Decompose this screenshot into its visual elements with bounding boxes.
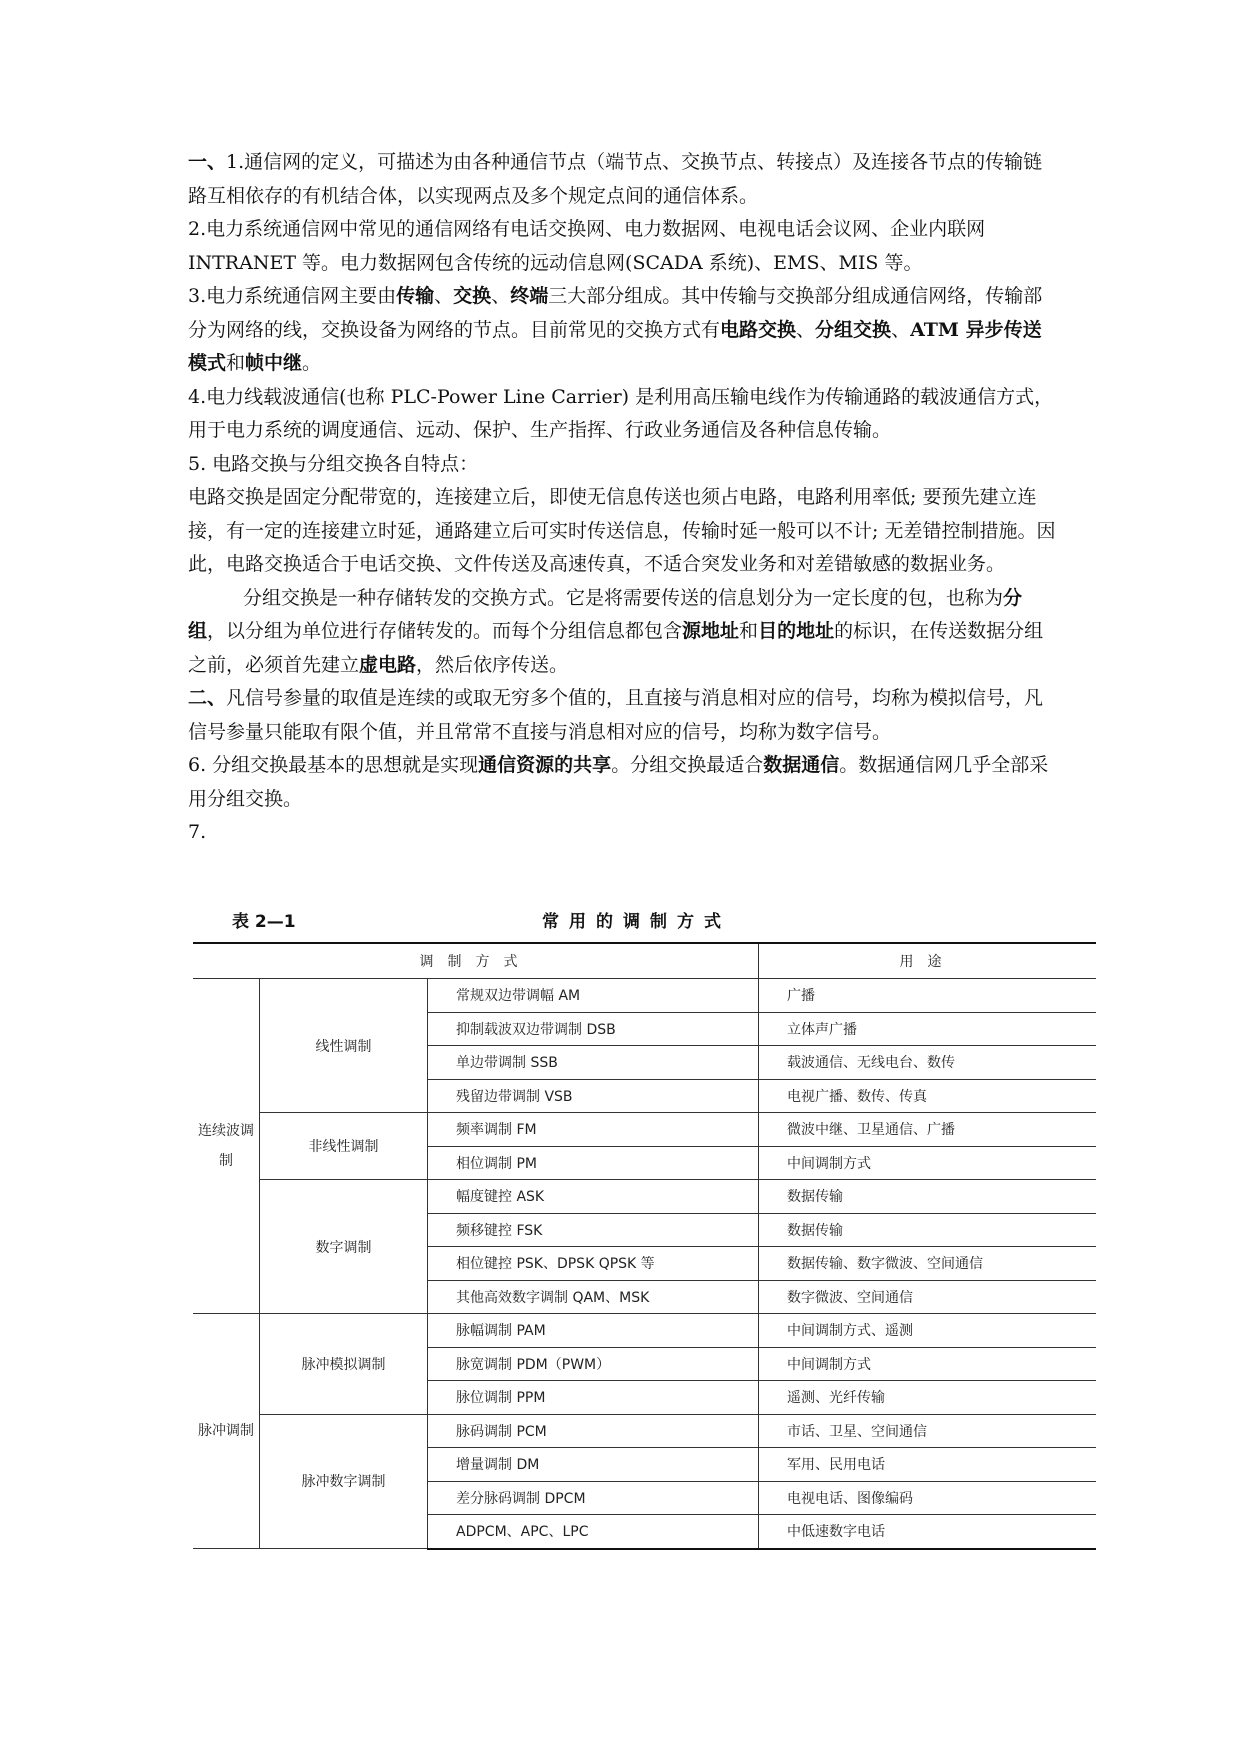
use-cell: 遥测、光纤传输 <box>759 1381 1097 1415</box>
text-run: 1.通信网的定义，可描述为由各种通信节点（端节点、交换节点、转接点）及连接各节点的传输链路互相依存的有机结合体，以实现两点及多个规定点间的通信体系。 <box>188 151 1043 207</box>
method-cell: 残留边带调制 VSB <box>428 1079 759 1113</box>
bold-text: 传输 <box>396 285 435 307</box>
method-cell: 差分脉码调制 DPCM <box>428 1481 759 1515</box>
text-run: 。 <box>302 352 322 374</box>
table-header-row <box>193 943 1096 979</box>
bold-text: 电路交换 <box>720 318 797 341</box>
text-run: 、 <box>891 318 911 341</box>
document-body <box>188 146 1056 850</box>
text-run: ，以分组为单位进行存储转发的。而每个分组信息都包含 <box>207 620 683 642</box>
text-run: 6. 分组交换最基本的思想就是实现 <box>188 754 479 776</box>
bold-text: 数据通信 <box>763 754 840 776</box>
text-run: 凡信号参量的取值是连续的或取无穷多个值的，且直接与消息相对应的信号，均称为模拟信号，凡信号参量只能取有限个值，并且常常不直接与消息相对应的信号，均称为数字信号。 <box>188 687 1044 743</box>
group-nonlinear: 非线性调制 <box>260 1113 428 1180</box>
bold-text: 交换 <box>453 285 492 307</box>
table-caption <box>232 907 1102 937</box>
paragraph <box>188 280 1056 381</box>
bold-text: 帧中继 <box>245 352 303 374</box>
table-row <box>193 1180 1096 1214</box>
use-cell: 电视广播、数传、传真 <box>759 1079 1097 1113</box>
use-cell: 数据传输 <box>759 1180 1097 1214</box>
use-cell: 中间调制方式、遥测 <box>759 1314 1097 1348</box>
bold-text: 目的地址 <box>758 620 835 642</box>
bold-text: 二、 <box>188 687 227 709</box>
text-run: 三大部分组成。其中传输与交换部分组成通信网络，传输部分为网络的线，交换设备为网络的节点。目前常见的交换方式有 <box>188 285 1043 341</box>
method-cell: 脉宽调制 PDM（PWM） <box>428 1347 759 1381</box>
text-run: 和 <box>226 352 246 374</box>
method-cell: ADPCM、APC、LPC <box>428 1515 759 1549</box>
group-digital: 数字调制 <box>260 1180 428 1314</box>
use-cell: 微波中继、卫星通信、广播 <box>759 1113 1097 1147</box>
method-cell: 单边带调制 SSB <box>428 1046 759 1080</box>
bold-text: 源地址 <box>682 620 740 642</box>
modulation-table <box>193 942 1096 1550</box>
text-run: 、 <box>434 285 454 307</box>
method-cell: 幅度键控 ASK <box>428 1180 759 1214</box>
paragraph <box>188 213 1056 280</box>
method-cell: 其他高效数字调制 QAM、MSK <box>428 1280 759 1314</box>
use-cell: 军用、民用电话 <box>759 1448 1097 1482</box>
paragraph <box>188 682 1056 749</box>
group-pulse-analog: 脉冲模拟调制 <box>260 1314 428 1415</box>
text-run: 7. <box>188 821 207 843</box>
table-number: 表 2—1 <box>232 912 296 932</box>
use-cell: 立体声广播 <box>759 1012 1097 1046</box>
use-cell: 数字微波、空间通信 <box>759 1280 1097 1314</box>
table-row <box>193 1113 1096 1147</box>
text-run: 和 <box>739 620 759 642</box>
text-run: 、 <box>796 318 816 341</box>
use-cell: 数据传输 <box>759 1213 1097 1247</box>
bold-text: 通信资源的共享 <box>478 754 612 776</box>
method-cell: 相位调制 PM <box>428 1146 759 1180</box>
paragraph <box>188 816 1056 850</box>
method-cell: 常规双边带调幅 AM <box>428 979 759 1013</box>
use-cell: 广播 <box>759 979 1097 1013</box>
text-run: 、 <box>491 285 511 307</box>
use-cell: 数据传输、数字微波、空间通信 <box>759 1247 1097 1281</box>
table-row <box>193 1314 1096 1348</box>
header-method: 调制方式 <box>193 943 759 979</box>
bold-text: ATM 异步传送模式 <box>188 318 1042 374</box>
table-title: 常用的调制方式 <box>542 912 731 932</box>
bold-text: 分组 <box>188 586 1023 642</box>
method-cell: 频率调制 FM <box>428 1113 759 1147</box>
bold-text: 分组交换 <box>815 318 892 341</box>
method-cell: 抑制载波双边带调制 DSB <box>428 1012 759 1046</box>
bold-text: 虚电路 <box>359 653 417 676</box>
group-continuous-wave: 连续波调 制 <box>193 979 260 1314</box>
method-cell: 相位键控 PSK、DPSK QPSK 等 <box>428 1247 759 1281</box>
text-run: 2.电力系统通信网中常见的通信网络有电话交换网、电力数据网、电视电话会议网、企业内联网 INTRANET 等。电力数据网包含传统的远动信息网(SCADA 系统)、EMS、MIS 等。 <box>188 218 986 274</box>
paragraph <box>188 481 1056 582</box>
table-row <box>193 979 1096 1013</box>
group-linear: 线性调制 <box>260 979 428 1113</box>
method-cell: 频移键控 FSK <box>428 1213 759 1247</box>
group-pulse: 脉冲调制 <box>193 1314 260 1549</box>
text-run: 分组交换是一种存储转发的交换方式。它是将需要传送的信息划分为一定长度的包，也称为 <box>243 586 1004 609</box>
bold-text: 终端 <box>510 285 549 307</box>
paragraph <box>188 146 1056 213</box>
use-cell: 市话、卫星、空间通信 <box>759 1414 1097 1448</box>
text-run: 5. 电路交换与分组交换各自特点： <box>188 452 479 475</box>
paragraph <box>188 381 1056 448</box>
use-cell: 电视电话、图像编码 <box>759 1481 1097 1515</box>
method-cell: 脉幅调制 PAM <box>428 1314 759 1348</box>
table-row <box>193 1414 1096 1448</box>
text-run: 。分组交换最适合 <box>611 754 764 776</box>
paragraph <box>188 749 1056 816</box>
method-cell: 脉码调制 PCM <box>428 1414 759 1448</box>
text-run: 4.电力线载波通信(也称 PLC-Power Line Carrier) 是利用高压输电线作为传输通路的载波通信方式，用于电力系统的调度通信、远动、保护、生产指挥、行政业务通信及各种信息传输。 <box>188 385 1054 441</box>
text-run: 3.电力系统通信网主要由 <box>188 285 397 307</box>
use-cell: 中低速数字电话 <box>759 1515 1097 1549</box>
text-run: 的标识，在传送数据分组之前，必须首先建立 <box>188 620 1044 676</box>
use-cell: 载波通信、无线电台、数传 <box>759 1046 1097 1080</box>
paragraph <box>188 582 1056 683</box>
header-use: 用途 <box>759 943 1097 979</box>
use-cell: 中间调制方式 <box>759 1347 1097 1381</box>
method-cell: 增量调制 DM <box>428 1448 759 1482</box>
method-cell: 脉位调制 PPM <box>428 1381 759 1415</box>
bold-text: 一、 <box>188 151 227 173</box>
use-cell: 中间调制方式 <box>759 1146 1097 1180</box>
text-run: 。数据通信网几乎全部采用分组交换。 <box>188 754 1049 810</box>
paragraph <box>188 448 1056 482</box>
text-run: 电路交换是固定分配带宽的，连接建立后，即使无信息传送也须占电路，电路利用率低; 要预先建立连接，有一定的连接建立时延，通路建立后可实时传送信息，传输时延一般可以不计; 无差错控制措施。因此，电路交换适合于电话交换、文件传送及高速传真，不适合突发业务和对差错敏感的数据业务。 <box>188 486 1056 575</box>
text-run: ，然后依序传送。 <box>416 653 569 676</box>
group-pulse-digital: 脉冲数字调制 <box>260 1414 428 1549</box>
